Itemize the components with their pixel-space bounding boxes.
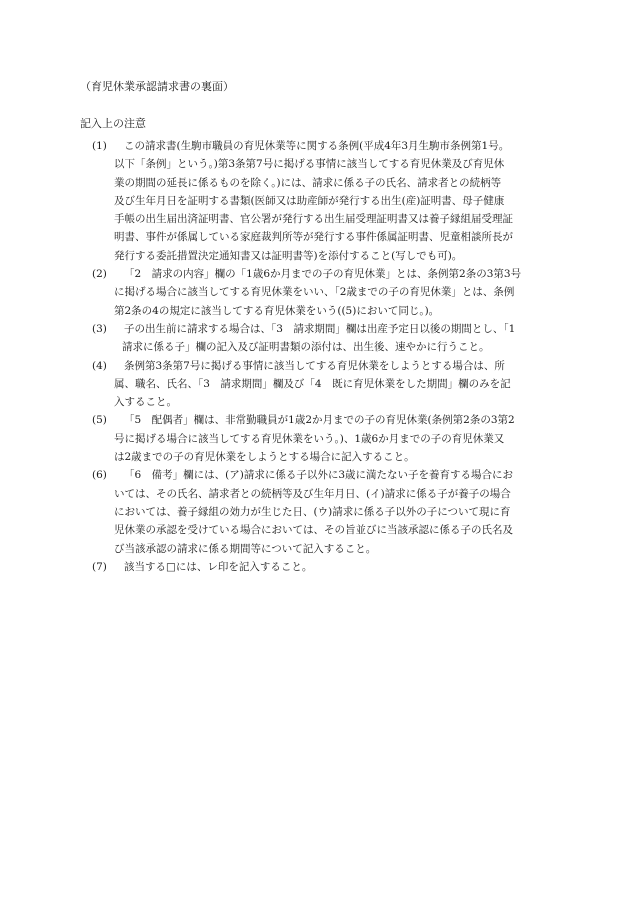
note-number: (6) <box>92 469 107 482</box>
note-line: 発行する委託措置決定通知書又は証明書等)を添付すること(写しでも可)。 <box>114 249 463 262</box>
section-heading: 記入上の注意 <box>80 117 146 130</box>
note-line: 「5 配偶者」欄は、非常勤職員が1歳2か月までの子の育児休業(条例第2条の3第2 <box>124 414 515 427</box>
note-line: に掲げる場合に該当してする育児休業をいい、「2歳までの子の育児休業」とは、条例 <box>114 286 515 299</box>
note-line: 及び生年月日を証明する書類(医師又は助産師が発行する出生(産)証明書、母子健康 <box>114 194 505 207</box>
note-line: この請求書(生駒市職員の育児休業等に関する条例(平成4年3月生駒市条例第1号。 <box>124 140 510 152</box>
note-item-4 <box>92 357 540 412</box>
note-line: 属、職名、氏名、「3 請求期間」欄及び「4 既に育児休業をした期間」欄のみを記 <box>114 377 511 390</box>
note-line: 「2 請求の内容」欄の「1歳6か月までの子の育児休業」とは、条例第2条の3第3号 <box>124 268 522 281</box>
note-line: 明書、事件が係属している家庭裁判所等が発行する事件係属証明書、児童相談所長が <box>114 231 513 244</box>
note-line: は2歳までの子の育児休業をしようとする場合に記入すること。 <box>114 451 415 464</box>
note-line: び当該承認の請求に係る期間等について記入すること。 <box>114 542 377 555</box>
note-item-2 <box>92 265 540 320</box>
note-item-7 <box>92 558 540 576</box>
note-line: 第2条の4の規定に該当してする育児休業をいう((5)において同じ。)。 <box>114 304 440 317</box>
note-line: 号に掲げる場合に該当してする育児休業をいう。)、1歳6か月までの子の育児休業又 <box>114 432 505 445</box>
note-line: 入すること。 <box>114 396 177 409</box>
document-title: （育児休業承認請求書の裏面） <box>80 80 234 93</box>
note-line: 児休業の承認を受けている場合においては、その旨並びに当該承認に係る子の氏名及 <box>114 524 513 537</box>
note-line: 請求に係る子」欄の記入及び証明書類の添付は、出生後、速やかに行うこと。 <box>122 341 490 354</box>
notes-list <box>92 137 540 576</box>
note-line: 該当する□には、レ印を記入すること。 <box>124 560 313 573</box>
note-line: 手帳の出生届出済証明書、官公署が発行する出生届受理証明書又は養子縁組届受理証 <box>114 213 513 226</box>
note-line: 「6 備考」欄には、(ア)請求に係る子以外に3歳に満たない子を養育する場合にお <box>124 469 514 482</box>
note-number: (5) <box>92 414 107 427</box>
note-line: 以下「条例」という。)第3条第7号に掲げる事情に該当してする育児休業及び育児休 <box>114 158 505 171</box>
note-item-1 <box>92 137 540 265</box>
note-number: (2) <box>92 268 107 281</box>
note-item-5 <box>92 411 540 466</box>
note-number: (4) <box>92 359 107 372</box>
note-number: (3) <box>92 322 107 335</box>
note-line: においては、養子縁組の効力が生じた日、(ウ)請求に係る子以外の子について現に育 <box>114 505 511 518</box>
note-line: いては、その氏名、請求者との続柄等及び生年月日、(イ)請求に係る子が養子の場合 <box>114 487 511 500</box>
note-item-6 <box>92 466 540 557</box>
note-line: 条例第3条第7号に掲げる事情に該当してする育児休業をしようとする場合は、所 <box>124 359 505 372</box>
note-item-3 <box>92 320 540 357</box>
note-number: (1) <box>92 140 107 152</box>
note-line: 業の期間の延長に係るものを除く。)には、請求に係る子の氏名、請求者との続柄等 <box>114 176 502 189</box>
note-line: 子の出生前に請求する場合は、「3 請求期間」欄は出産予定日以後の期間とし、「1 <box>124 322 516 335</box>
note-number: (7) <box>92 560 107 573</box>
